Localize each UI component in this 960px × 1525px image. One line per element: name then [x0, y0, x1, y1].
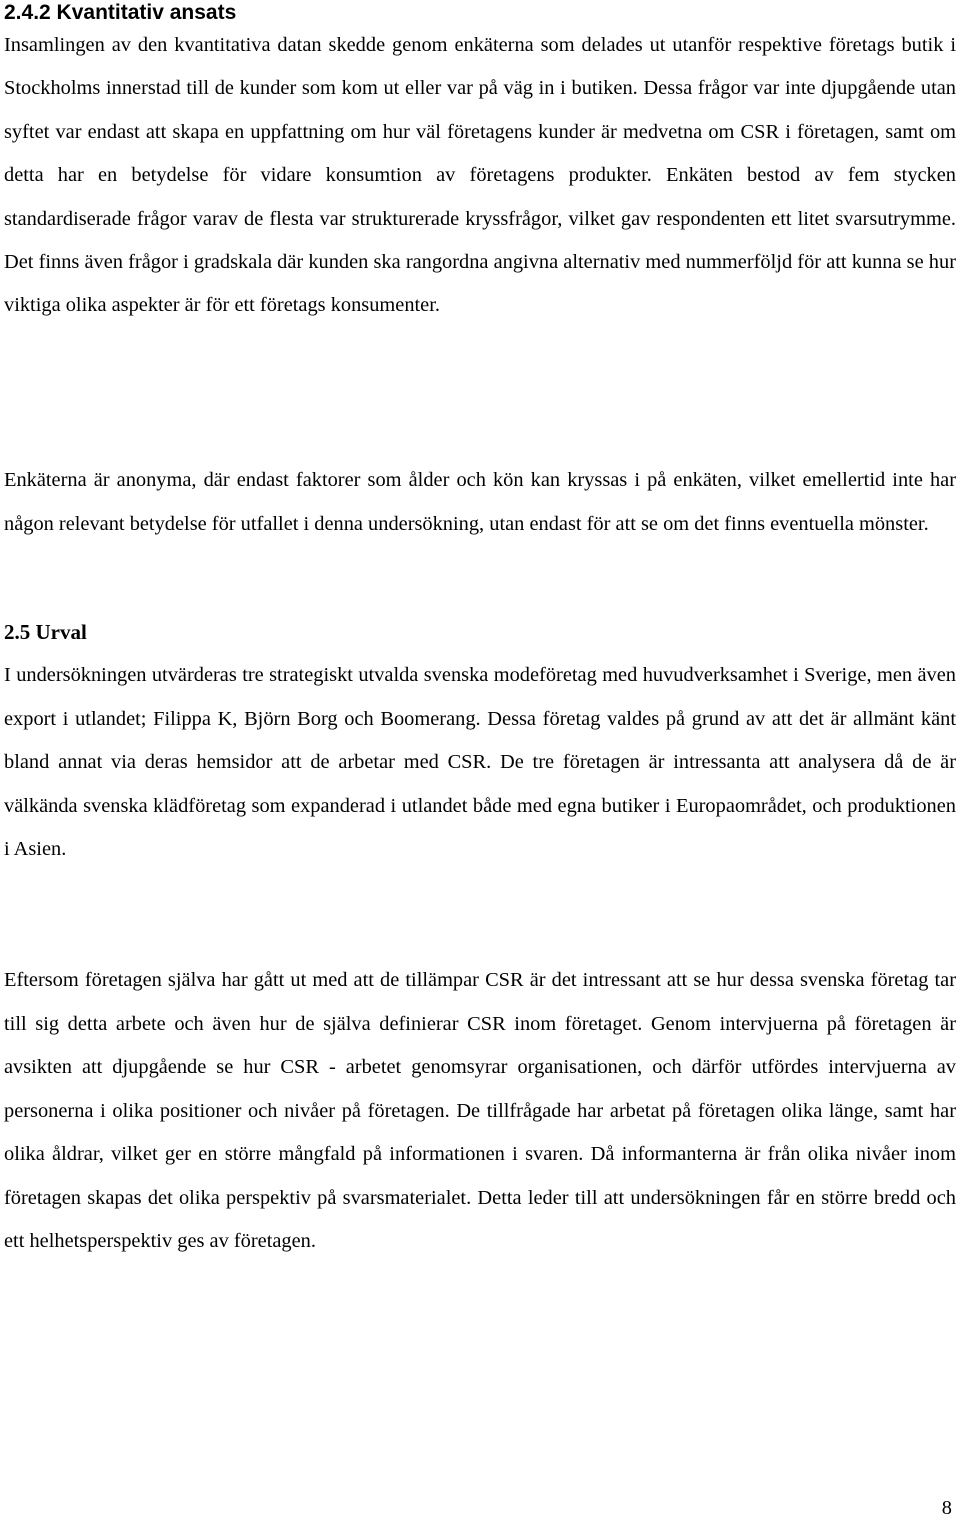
paragraph-kvantitativ-2: Enkäterna är anonyma, där endast faktorer som ålder och kön kan kryssas i på enkäten, vilket emellertid inte har någon relevant betydelse för utfallet i denna undersökning, utan endast för att se om det finns eventuella mönster. [4, 469, 956, 535]
section-heading-kvantitativ-ansats: 2.4.2 Kvantitativ ansats [4, 1, 237, 24]
document-page [4, 0, 956, 1252]
paragraph-urval-2: Eftersom företagen själva har gått ut med att de tillämpar CSR är det intressant att se hur dessa svenska företag tar till sig detta arbete och även hur de själva definierar CSR inom företaget. Genom intervjuerna på företagen är avsikten att djupgående se hur CSR - arbetet genomsyrar organisationen, och därför utfördes intervjuerna av personerna i olika positioner och nivåer på företagen. De tillfrågade har arbetat på företagen olika länge, samt har olika åldrar, vilket ger en större mångfald på informationen i svaren. Då informanterna är från olika nivåer inom företagen skapas det olika perspektiv på svarsmaterialet. Detta leder till att undersökningen får en större bredd och ett helhetsperspektiv ges av företagen. [4, 969, 956, 1252]
section-heading-urval: 2.5 Urval [4, 620, 87, 644]
paragraph-urval-1: I undersökningen utvärderas tre strategiskt utvalda svenska modeföretag med huvudverksamhet i Sverige, men även export i utlandet; Filippa K, Björn Borg och Boomerang. Dessa företag valdes på grund av att det är allmänt känt bland annat via deras hemsidor att de arbetar med CSR. De tre företagen är intressanta att analysera då de är välkända svenska klädföretag som expanderad i utlandet både med egna butiker i Europaområdet, och produktionen i Asien. [4, 664, 956, 860]
page-number: 8 [941, 1497, 952, 1519]
paragraph-kvantitativ-1: Insamlingen av den kvantitativa datan skedde genom enkäterna som delades ut utanför respektive företags butik i Stockholms innerstad till de kunder som kom ut eller var på väg in i butiken. Dessa frågor var inte djupgående utan syftet var endast att skapa en uppfattning om hur väl företagens kunder är medvetna om CSR i företagen, samt om detta har en betydelse för vidare konsumtion av företagens produkter. Enkäten bestod av fem stycken standardiserade frågor varav de flesta var strukturerade kryssfrågor, vilket gav respondenten ett litet svarsutrymme. Det finns även frågor i gradskala där kunden ska rangordna angivna alternativ med nummerföljd för att kunna se hur viktiga olika aspekter är för ett företags konsumenter. [4, 34, 956, 317]
